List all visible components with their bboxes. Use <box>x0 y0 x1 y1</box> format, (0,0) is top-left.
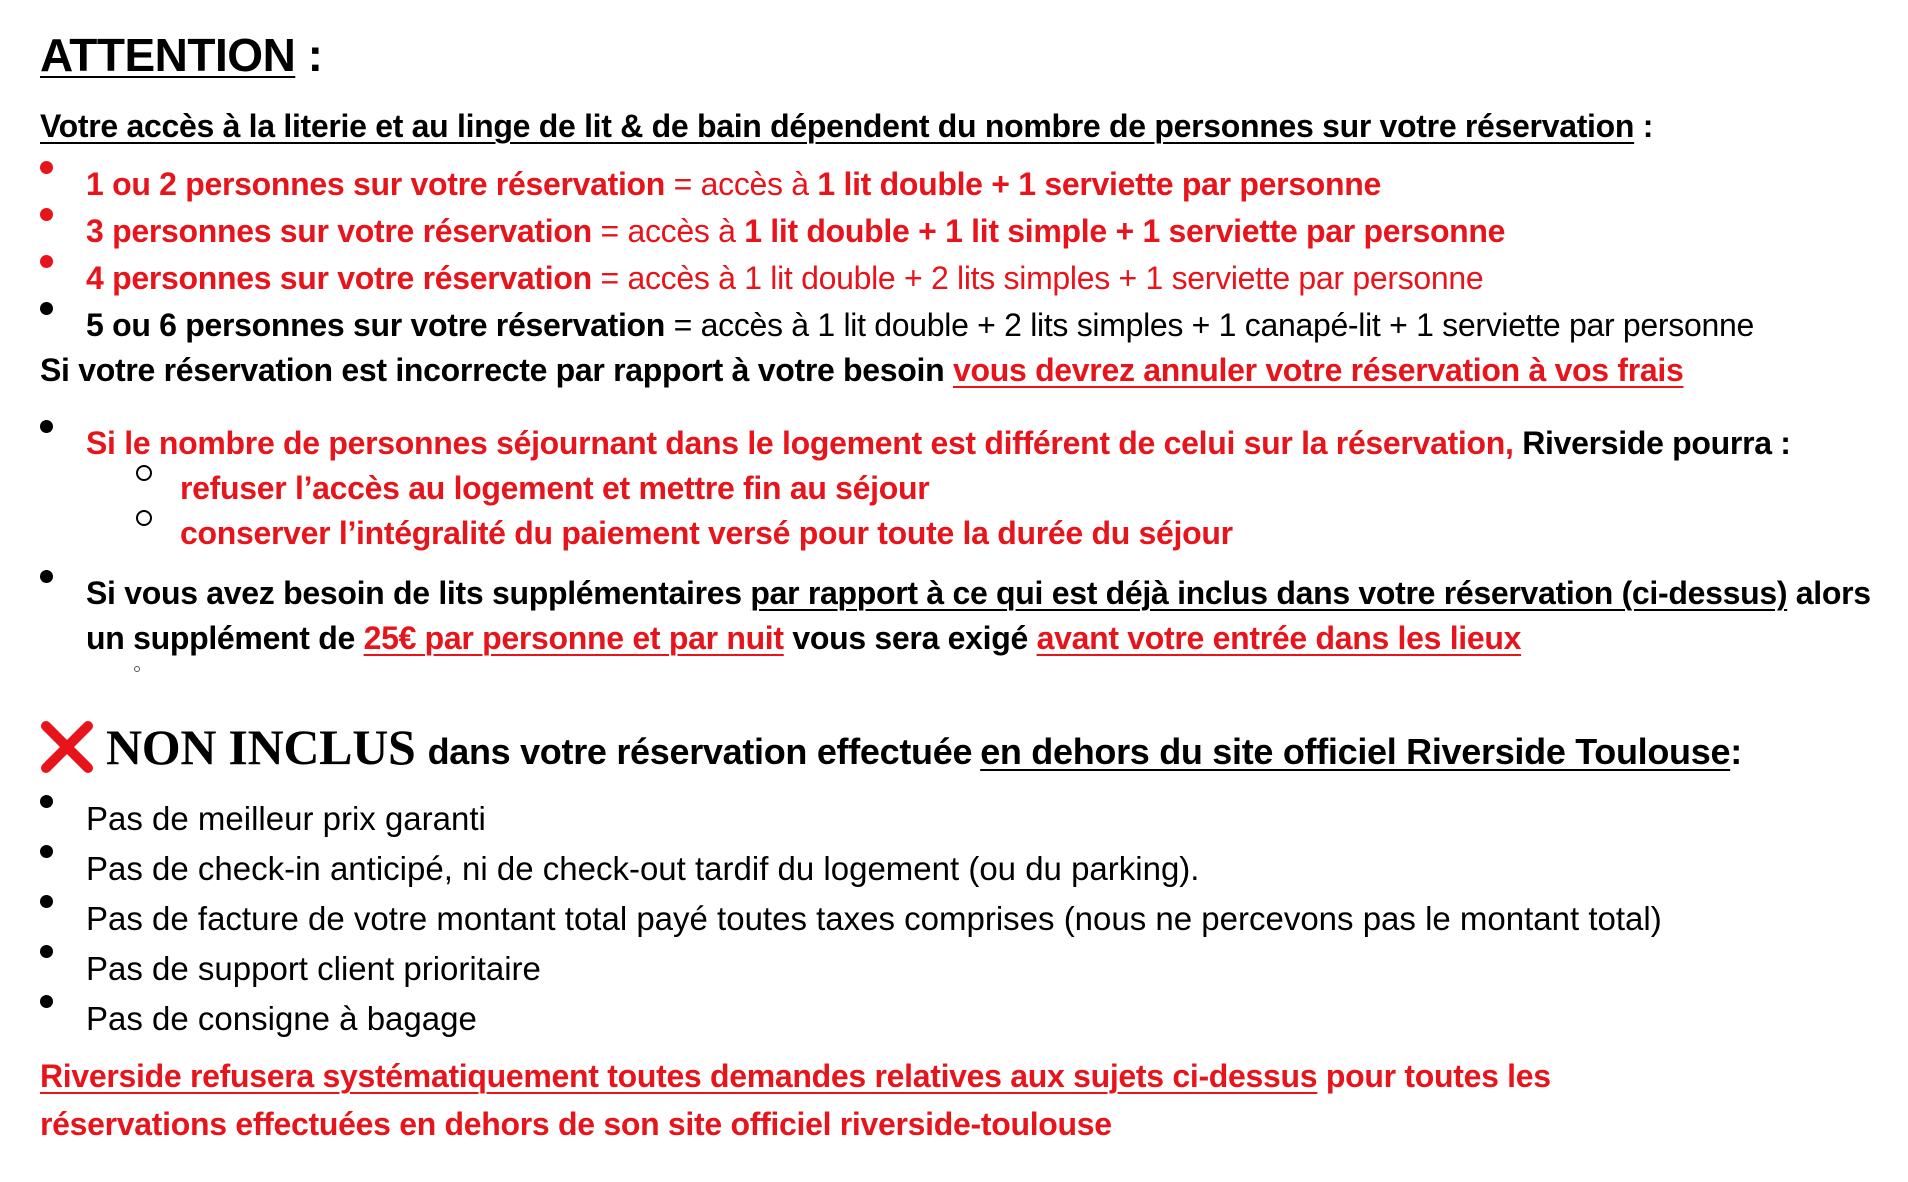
circle-bullet-icon <box>136 465 152 481</box>
bullet-icon <box>40 302 53 315</box>
bullet-icon <box>40 161 53 174</box>
red-x-icon <box>40 720 94 774</box>
refusal-note-line2: réservations effectuées en dehors de son site officiel riverside-toulouse <box>40 1106 1112 1142</box>
incorrect-reservation-note: Si votre réservation est incorrecte par rapport à votre besoin vous devrez annuler votre réservation à vos frais <box>40 352 1684 388</box>
stray-circle-icon <box>134 666 140 672</box>
bullet-icon <box>40 795 53 808</box>
bullet-icon <box>40 420 53 433</box>
extra-beds-line2: un supplément de 25€ par personne et par nuit vous sera exigé avant votre entrée dans les lieux <box>86 620 1522 656</box>
refusal-note-line1: Riverside refusera systématiquement toutes demandes relatives aux sujets ci-dessus pour toutes les <box>40 1058 1551 1094</box>
circle-bullet-icon <box>136 510 152 526</box>
bullet-icon <box>40 208 53 221</box>
not-included-heading: NON INCLUS dans votre réservation effectuée en dehors du site officiel Riverside Toulouse : <box>40 710 1742 776</box>
bullet-icon <box>40 570 53 583</box>
bedding-intro: Votre accès à la literie et au linge de lit & de bain dépendent du nombre de personnes sur votre réservation : <box>40 108 1654 144</box>
attention-word: ATTENTION <box>40 29 296 81</box>
bullet-icon <box>40 895 53 908</box>
bullet-icon <box>40 845 53 858</box>
document-page: ATTENTION : Votre accès à la literie et au linge de lit & de bain dépendent du nombre de personnes sur votre réservation : 1 ou 2 personnes sur votre réservation = accès à 1 lit double + 1 serviette par personne 3 personnes sur votre réservation = accès à 1 lit double + 1 lit simple + 1 serviette par personne 4 personnes sur votre réservation = accès à 1 lit double + 2 lits simples + 1 serviette par personne 5 ou 6 personnes sur votre réservation = accès à 1 lit double + 2 lits simples + 1 canapé-lit + 1 serviette par personne Si votre réservation est incorrecte par rapport à votre besoin vous devrez annuler votre réservation à vos frais Si le nombre de personnes séjournant dans le logement est différent de celui sur la réservation, Riverside pourra : refuser l’accès au logement et mettre fin au séjour conserver l’intégralité du paiement versé pour toute la durée du séjour Si vous avez besoin de lits supplémentaires par rapport à ce qui est déjà inclus dans votre réservation (ci-dessus) alors un supplément de 25€ par personne et par nuit vous sera exigé avant votre entrée dans les lieux NON INCLUS dans votre réservation effectuée en dehors du site officiel Riverside Toulouse : Pas de meilleur prix garanti Pas de check-in anticipé, ni de check-out tardif du logement (ou du parking). Pas de facture de votre montant total payé toutes taxes comprises (nous ne percevons pas le montant total) Pas de support client prioritaire Pas de consigne à bagage Riverside refusera systématiquement toutes demandes relatives aux sujets ci-dessus pour toutes les réservations effectuées en dehors de son site officiel riverside-toulouse <box>40 29 1871 1142</box>
bullet-icon <box>40 255 53 268</box>
bullet-icon <box>40 945 53 958</box>
bullet-icon <box>40 995 53 1008</box>
attention-title: ATTENTION : <box>40 29 323 81</box>
